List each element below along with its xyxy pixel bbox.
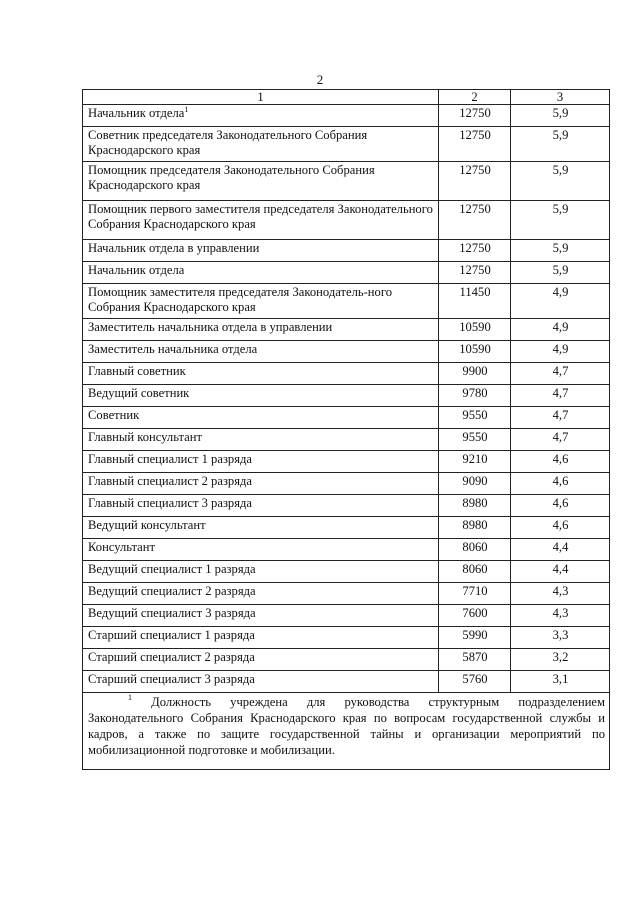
table-row	[83, 162, 610, 201]
table-header-row	[83, 90, 610, 105]
value-cell-col2: 10590	[439, 319, 511, 341]
value-cell-col2: 10590	[439, 341, 511, 363]
position-cell: Главный специалист 2 разряда	[83, 473, 439, 495]
table-row	[83, 671, 610, 693]
position-cell: Ведущий специалист 1 разряда	[83, 561, 439, 583]
table-row	[83, 605, 610, 627]
value-cell-col3: 4,7	[511, 407, 610, 429]
value-cell-col3: 3,1	[511, 671, 610, 693]
value-cell-col3: 4,7	[511, 385, 610, 407]
table-row	[83, 341, 610, 363]
table-row	[83, 385, 610, 407]
table-row	[83, 583, 610, 605]
value-cell-col2: 9550	[439, 407, 511, 429]
position-cell: Главный советник	[83, 363, 439, 385]
value-cell-col3: 5,9	[511, 127, 610, 162]
column-header-2: 2	[439, 90, 511, 105]
position-cell: Ведущий специалист 2 разряда	[83, 583, 439, 605]
table-row	[83, 473, 610, 495]
value-cell-col2: 8980	[439, 495, 511, 517]
value-cell-col2: 8060	[439, 561, 511, 583]
value-cell-col2: 8060	[439, 539, 511, 561]
position-cell: Консультант	[83, 539, 439, 561]
column-header-1: 1	[83, 90, 439, 105]
table-row	[83, 495, 610, 517]
table-row	[83, 429, 610, 451]
value-cell-col3: 4,9	[511, 284, 610, 319]
table-row	[83, 319, 610, 341]
value-cell-col2: 9210	[439, 451, 511, 473]
value-cell-col3: 4,6	[511, 495, 610, 517]
value-cell-col3: 4,6	[511, 517, 610, 539]
value-cell-col3: 4,3	[511, 605, 610, 627]
table-row	[83, 539, 610, 561]
position-cell: Советник председателя Законодательного Собрания Краснодарского края	[83, 127, 439, 162]
position-cell: Помощник заместителя председателя Законодатель-ного Собрания Краснодарского края	[83, 284, 439, 319]
value-cell-col2: 9780	[439, 385, 511, 407]
value-cell-col2: 7710	[439, 583, 511, 605]
table-row	[83, 649, 610, 671]
position-cell: Старший специалист 1 разряда	[83, 627, 439, 649]
footnote-text: Должность учреждена для руководства структурным подразделением Законодательного Собрания Краснодарского края по вопросам государственной службы и кадров, а также по защите государственной тайны и организации мероприятий по мобилизационной подготовке и мобилизации.	[88, 695, 605, 757]
position-cell: Ведущий советник	[83, 385, 439, 407]
table-row	[83, 363, 610, 385]
position-name: Начальник отдела	[88, 106, 185, 120]
table-row	[83, 127, 610, 162]
footnote	[83, 693, 610, 770]
value-cell-col3: 4,4	[511, 539, 610, 561]
position-cell: Заместитель начальника отдела в управлении	[83, 319, 439, 341]
value-cell-col3: 5,9	[511, 162, 610, 201]
table-row	[83, 201, 610, 240]
position-cell: Советник	[83, 407, 439, 429]
value-cell-col2: 12750	[439, 105, 511, 127]
value-cell-col2: 9090	[439, 473, 511, 495]
table-row	[83, 451, 610, 473]
value-cell-col2: 12750	[439, 240, 511, 262]
value-cell-col2: 12750	[439, 201, 511, 240]
value-cell-col2: 12750	[439, 162, 511, 201]
value-cell-col2: 5760	[439, 671, 511, 693]
value-cell-col2: 5870	[439, 649, 511, 671]
value-cell-col3: 3,2	[511, 649, 610, 671]
value-cell-col2: 9550	[439, 429, 511, 451]
salary-table	[82, 89, 610, 770]
position-cell: Главный специалист 3 разряда	[83, 495, 439, 517]
value-cell-col2: 12750	[439, 127, 511, 162]
value-cell-col2: 7600	[439, 605, 511, 627]
value-cell-col2: 5990	[439, 627, 511, 649]
value-cell-col3: 4,9	[511, 341, 610, 363]
value-cell-col2: 11450	[439, 284, 511, 319]
value-cell-col3: 5,9	[511, 105, 610, 127]
table-row	[83, 517, 610, 539]
value-cell-col3: 4,9	[511, 319, 610, 341]
value-cell-col3: 3,3	[511, 627, 610, 649]
value-cell-col3: 4,4	[511, 561, 610, 583]
value-cell-col3: 4,3	[511, 583, 610, 605]
value-cell-col2: 12750	[439, 262, 511, 284]
position-cell: Начальник отдела в управлении	[83, 240, 439, 262]
position-cell: Главный консультант	[83, 429, 439, 451]
value-cell-col3: 5,9	[511, 240, 610, 262]
position-cell: Помощник председателя Законодательного Собрания Краснодарского края	[83, 162, 439, 201]
value-cell-col2: 9900	[439, 363, 511, 385]
position-cell: Ведущий специалист 3 разряда	[83, 605, 439, 627]
table-row	[83, 262, 610, 284]
value-cell-col3: 4,7	[511, 363, 610, 385]
value-cell-col3: 4,6	[511, 451, 610, 473]
page-number: 2	[316, 72, 324, 87]
table-row	[83, 561, 610, 583]
position-cell: Заместитель начальника отдела	[83, 341, 439, 363]
table-row	[83, 284, 610, 319]
position-cell: Старший специалист 3 разряда	[83, 671, 439, 693]
value-cell-col3: 5,9	[511, 201, 610, 240]
value-cell-col2: 8980	[439, 517, 511, 539]
position-cell: Начальник отдела	[83, 262, 439, 284]
position-cell: Главный специалист 1 разряда	[83, 451, 439, 473]
position-cell: Старший специалист 2 разряда	[83, 649, 439, 671]
column-header-3: 3	[511, 90, 610, 105]
position-cell	[83, 105, 439, 127]
value-cell-col3: 5,9	[511, 262, 610, 284]
table-row	[83, 240, 610, 262]
table-row	[83, 627, 610, 649]
value-cell-col3: 4,6	[511, 473, 610, 495]
footnote-row	[83, 693, 610, 770]
footnote-reference: 1	[184, 105, 189, 114]
position-cell: Помощник первого заместителя председателя Законодательного Собрания Краснодарского края	[83, 201, 439, 240]
table-row	[83, 407, 610, 429]
footnote-mark: 1	[128, 693, 132, 702]
value-cell-col3: 4,7	[511, 429, 610, 451]
table-row	[83, 105, 610, 127]
position-cell: Ведущий консультант	[83, 517, 439, 539]
